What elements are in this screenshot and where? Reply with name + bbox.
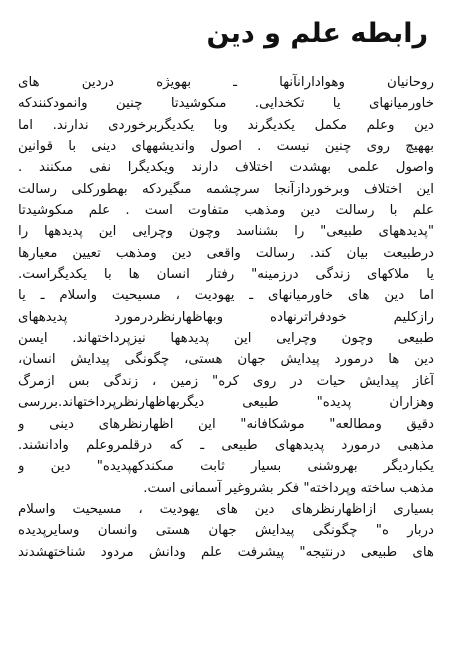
document-title: رابطه علم و دين [206, 18, 428, 49]
text-line: بسيارى ازاظهارنظرهاى دين هاى يهوديت ، مسيحيت واسلام [18, 501, 434, 517]
text-line: يا ملاكهاى زندگى درزمينه" رفتار انسان ها با يكديگراست. [18, 267, 434, 283]
text-line: دقيق ومطالعه" موشكافانه" اين اظهارنظرهاى دينى و [18, 416, 434, 432]
text-line: روحانيان وهوادارانآنها ـ بهويژه دردين هاى [18, 75, 434, 90]
text-line: يكبارديگر بهروشنى بسيار ثابت مىكندكهپديده" دين و [18, 459, 434, 475]
text-line: واصول علمى بهشدت اختلاف دارند ويكديگرا نفى مىكنند . [18, 160, 434, 176]
text-line: رازكليم خودفراترنهاده وبهاظهارنظردرمورد پديدههاى [18, 309, 434, 325]
text-line: اما دين هاى خاورميانهاى ـ يهوديت ، مسيحيت واسلام ـ يا [18, 288, 434, 304]
body-text [18, 72, 434, 563]
text-line: خاورميانهاى يا تكخدايى. مىكوشيدتا چنين وانمودكنندكه [18, 96, 434, 112]
text-line: دين ها درمورد پيدايش جهان هستى، چگونگى پيدايش انسان، [18, 352, 434, 368]
text-line: هاى طبيعى درنتيجه" پيشرفت علم ودانش مردود شناختهشدند [18, 544, 434, 560]
text-line: علم با رسالت دين ومذهب متفاوت است . علم مىكوشيدتا [18, 203, 434, 219]
text-line: "پديدههاى طبيعى" را بشناسد وچون وچرايى اين پديدهها را [18, 224, 434, 240]
text-line: دربار ه" چگونگى پيدايش جهان هستى وانسان وسايرپديده [18, 523, 434, 539]
text-line: دين وعلم مكمل يكديگرند وبا يكديگربرخوردى ندارند. اما [18, 117, 434, 133]
text-line: اين اختلاف وبرخوردازآنجا سرچشمه مىگيردكه بهطوركلى رسالت [18, 181, 434, 197]
text-line: مذهبى درمورد پديدههاى طبيعى ـ كه درقلمروعلم وادانشند. [18, 437, 434, 453]
text-line: وهزاران پديده" طبيعى ديگربهاظهارنظرپرداختهاند.بررسى [18, 395, 434, 411]
text-line: درطبيعت بيان كند. رسالت واقعى دين ومذهب تعيين معيارها [18, 245, 434, 261]
text-line: آغاز پيدايش حيات در روى كره" زمين ، زندگى بس ازمرگ [18, 373, 434, 389]
text-line: طبيعى وچون وچرايى اين پديدهها نيزپرداختهاند. ايسن [18, 331, 434, 347]
text-line: بههيچ روى چنين نيست . اصول وانديشههاى دينى با قوانين [18, 139, 434, 155]
text-line: مذهب ساخته وپرداخته" فكر بشروغير آسمانى است. [143, 480, 434, 496]
